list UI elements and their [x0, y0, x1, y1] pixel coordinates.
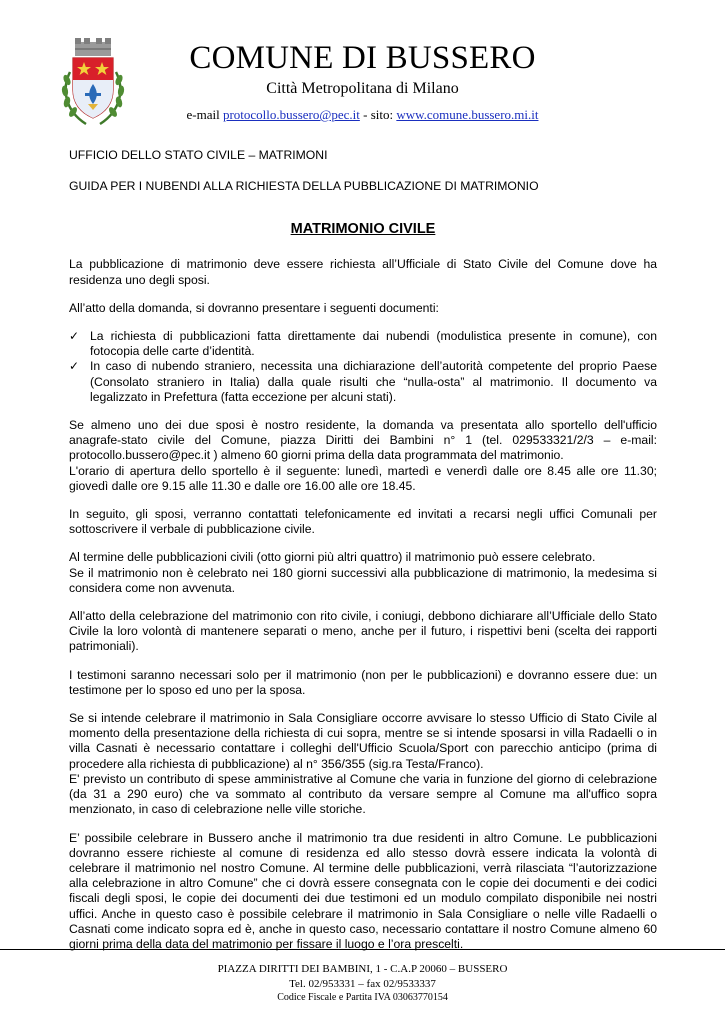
paragraph-expiry: Se il matrimonio non è celebrato nei 180 giorni successivi alla pubblicazione di matrimonio, la medesima si considera come non avvenuta.	[69, 565, 657, 595]
email-label: e-mail	[186, 107, 223, 122]
list-item	[69, 329, 657, 359]
paragraph-documents-intro: All’atto della domanda, si dovranno presentare i seguenti documenti:	[69, 300, 439, 315]
coat-of-arms-icon	[58, 38, 128, 130]
letterhead	[0, 0, 725, 135]
website-link[interactable]: www.comune.bussero.mi.it	[396, 107, 539, 122]
document-body	[69, 148, 657, 965]
paragraph-property-regime: All’atto della celebrazione del matrimonio con rito civile, i coniugi, debbono dichiarare all’Ufficiale dello Stato Civile la loro volontà di mantenere separati o meno, anche per il futuro, i rispettivi beni (scelta dei rapporti patrimoniali).	[69, 609, 657, 654]
footer-phone: Tel. 02/953331 – fax 02/9533337	[289, 977, 436, 990]
paragraph-fees: E' previsto un contributo di spese amministrative al Comune che varia in funzione del giorno di celebrazione (da 31 a 290 euro) che va sommato al contributo da versare sempre al Comune ma all'uffico sopra menzionato, in caso di celebrazione nelle ville storiche.	[69, 771, 657, 817]
section-heading: MATRIMONIO CIVILE	[290, 221, 436, 238]
list-item-text: La richiesta di pubblicazioni fatta direttamente dai nubendi (modulistica presente in comune), con fotocopia delle carte d’identità.	[90, 329, 657, 359]
paragraph-residence: La pubblicazione di matrimonio deve essere richiesta all’Ufficiale di Stato Civile del Comune dove ha residenza uno degli sposi.	[69, 257, 657, 287]
checkmark-icon: ✓	[69, 329, 80, 344]
footer-tax-code: Codice Fiscale e Partita IVA 03063770154	[277, 992, 448, 1003]
paragraph-contact: In seguito, gli sposi, verranno contattati telefonicamente ed invitati a recarsi negli uffici Comunali per sottoscrivere il verbale di pubblicazione civile.	[69, 507, 657, 537]
municipality-subtitle: Città Metropolitana di Milano	[266, 80, 459, 97]
guide-title: GUIDA PER I NUBENDI ALLA RICHIESTA DELLA PUBBLICAZIONE DI MATRIMONIO	[69, 179, 539, 194]
list-item	[69, 359, 657, 405]
footer-address: PIAZZA DIRITTI DEI BAMBINI, 1 - C.A.P 20060 – BUSSERO	[217, 963, 508, 975]
municipality-title: COMUNE DI BUSSERO	[189, 40, 536, 76]
paragraph-opening-hours: L'orario di apertura dello sportello è il seguente: lunedì, martedì e venerdì dalle ore 8.45 alle ore 11.30; giovedì dalle ore 9.15 alle 11.30 e dalle ore 16.00 alle ore 18.45.	[69, 463, 657, 493]
documents-list	[69, 329, 657, 405]
paragraph-submission: Se almeno uno dei due sposi è nostro residente, la domanda va presentata allo sportello dell'ufficio anagrafe-stato civile del Comune, piazza Diritti dei Bambini n° 1 (tel. 029533321/2/3 – e-mail: protocollo.bussero@pec.it ) almeno 60 giorni prima della data programmata del matrimonio.	[69, 418, 657, 463]
list-item-text: In caso di nubendo straniero, necessita una dichiarazione dell’autorità competente del proprio Paese (Consolato straniero in Italia) dalla quale risulti che “nulla-osta” al matrimonio. Il documento va legalizzato in Prefettura (fatta eccezione per alcuni stati).	[90, 359, 657, 404]
office-line: UFFICIO DELLO STATO CIVILE – MATRIMONI	[69, 148, 328, 162]
contact-line	[120, 106, 605, 124]
footer	[150, 962, 575, 1006]
checkmark-icon: ✓	[69, 359, 80, 374]
paragraph-witnesses: I testimoni saranno necessari solo per il matrimonio (non per le pubblicazioni) e dovranno essere due: un testimone per lo sposo ed uno per la sposa.	[69, 667, 657, 697]
footer-divider	[0, 949, 725, 950]
site-label: - sito:	[359, 107, 397, 122]
paragraph-non-residents: E’ possibile celebrare in Bussero anche il matrimonio tra due residenti in altro Comune. Le pubblicazioni dovranno essere richieste al comune di residenza ed allo stesso dovrà essere indicata la volontà di celebrare il matrimonio nel nostro Comune. Al termine delle pubblicazioni, verrà rilasciata “l’autorizzazione alla celebrazione in altro Comune” che ci dovrà essere consegnata con le copie dei documenti e dei codici fiscali degli sposi, le copie dei documenti dei due testimoni ed un modulo compilato disponibile nei nostri uffici. Anche in questo caso è possibile celebrare il matrimonio in Sala Consigliare o nelle ville Radaelli o Casnati come indicato sopra ed è, anche in questo caso, necessario contattare il nostro Comune almeno 60 giorni prima della data del matrimonio per fissare il luogo e l’ora prescelti.	[69, 830, 657, 951]
paragraph-venues: Se si intende celebrare il matrimonio in Sala Consigliare occorre avvisare lo stesso Ufficio di Stato Civile al momento della presentazione della richiesta di cui sopra, mentre se si intende sposarsi in villa Radaelli o in villa Casnati è necessario contattare i colleghi dell'Ufficio Scuola/Sport con parecchio anticipo (prima di procedere alla richiesta di pubblicazione) al n° 356/355 (sig.ra Testa/Franco).	[69, 711, 657, 771]
paragraph-publication-term: Al termine delle pubblicazioni civili (otto giorni più altri quattro) il matrimonio può essere celebrato.	[69, 550, 596, 565]
email-link[interactable]: protocollo.bussero@pec.it	[222, 107, 360, 122]
